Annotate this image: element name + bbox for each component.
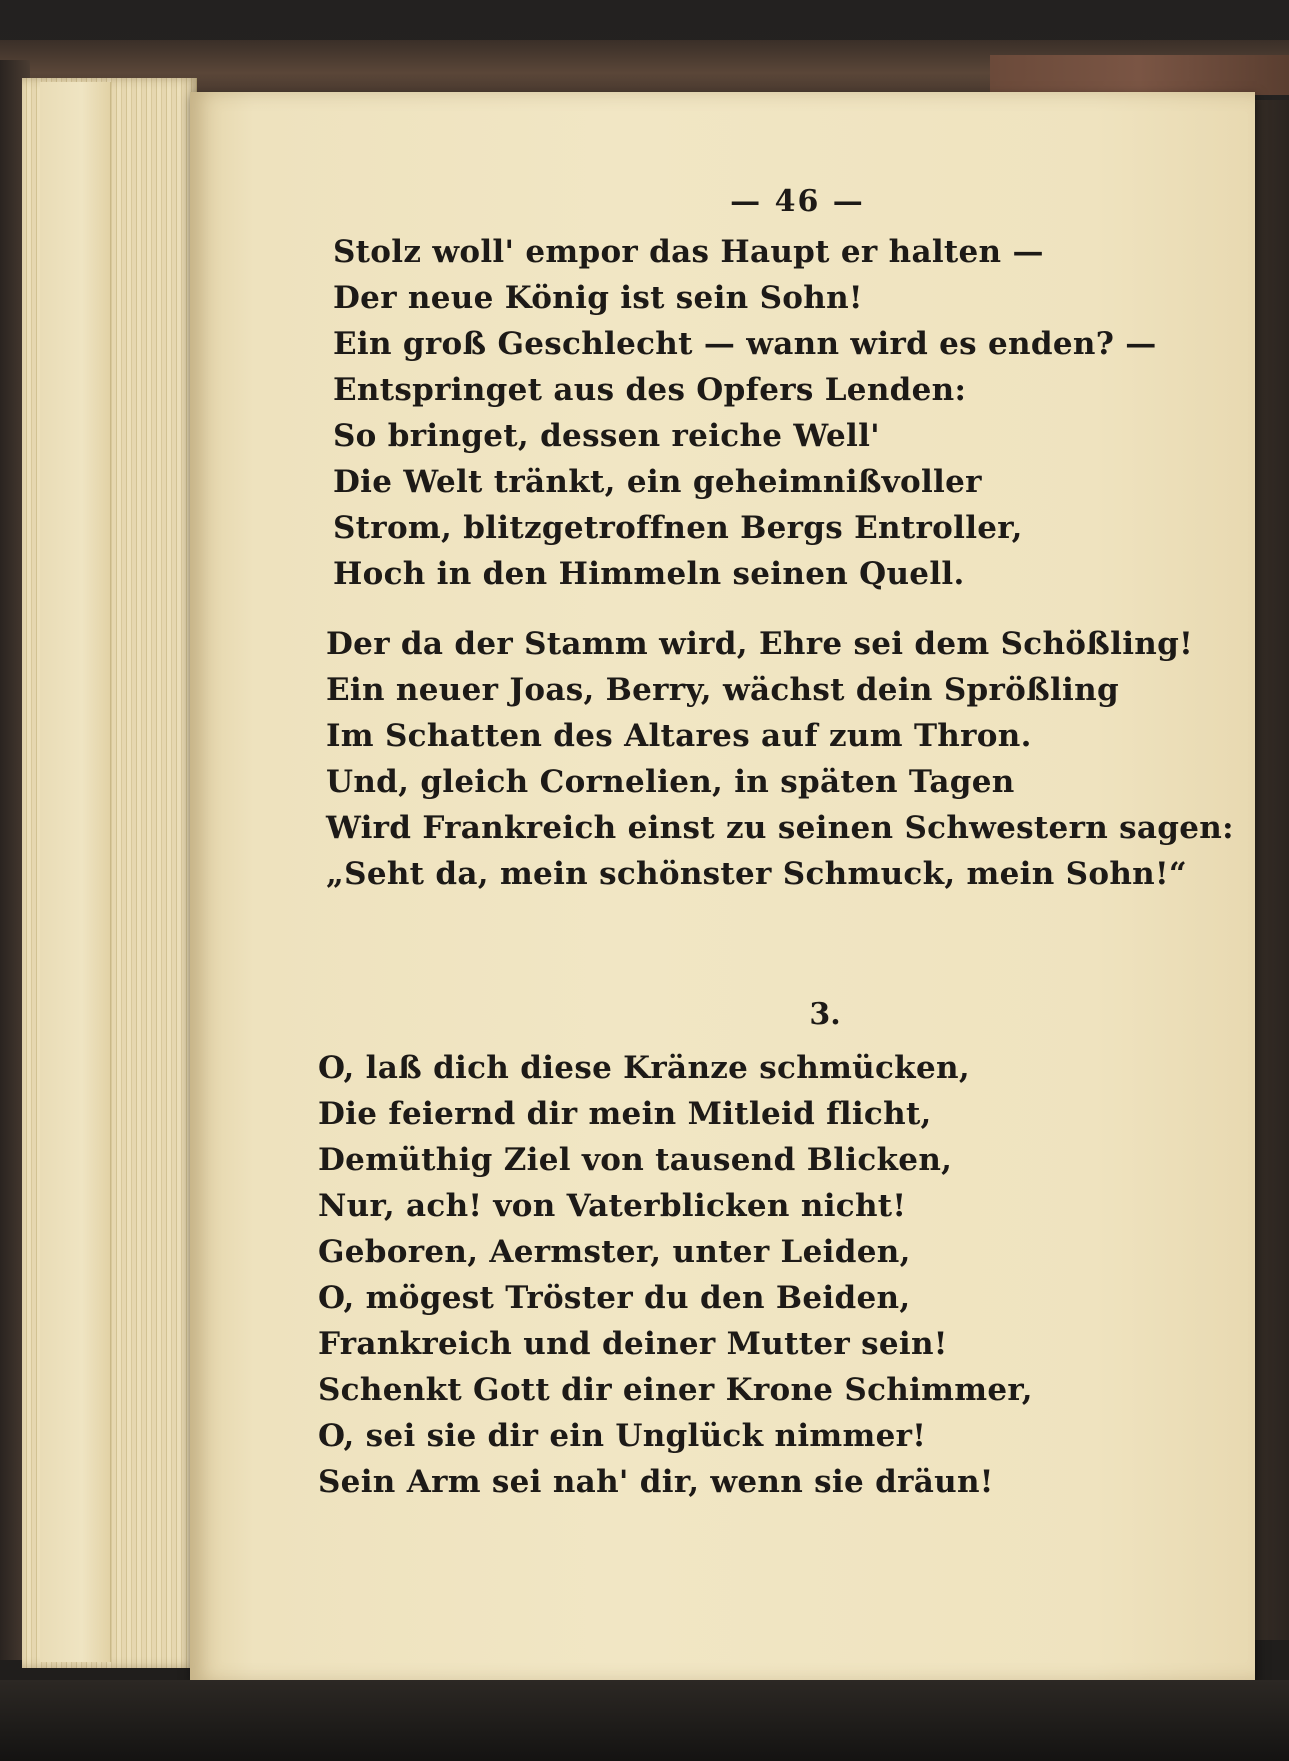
stanza-2-line-2: Ein neuer Joas, Berry, wächst dein Sprößling <box>326 672 1119 708</box>
page-number: — 46 — <box>730 184 865 219</box>
stanza-1-line-7: Strom, blitzgetroffnen Bergs Entroller, <box>333 510 1023 546</box>
stanza-1-line-5: So bringet, dessen reiche Well' <box>333 418 880 454</box>
stanza-1-line-2: Der neue König ist sein Sohn! <box>333 280 863 316</box>
page-stack-front <box>40 82 111 1662</box>
stanza-3-line-5: Geboren, Aermster, unter Leiden, <box>318 1234 911 1270</box>
stanza-2-line-1: Der da der Stamm wird, Ehre sei dem Schößling! <box>326 626 1194 662</box>
stanza-2-line-5: Wird Frankreich einst zu seinen Schwestern sagen: <box>326 810 1234 846</box>
bottom-shadow <box>0 1680 1289 1761</box>
stanza-3-line-8: Schenkt Gott dir einer Krone Schimmer, <box>318 1372 1033 1408</box>
stanza-2-line-4: Und, gleich Cornelien, in späten Tagen <box>326 764 1015 800</box>
stanza-2-line-6: „Seht da, mein schönster Schmuck, mein Sohn!“ <box>326 856 1188 892</box>
stanza-3-line-2: Die feiernd dir mein Mitleid flicht, <box>318 1096 932 1132</box>
stanza-3-line-10: Sein Arm sei nah' dir, wenn sie dräun! <box>318 1464 994 1500</box>
stanza-3-line-6: O, mögest Tröster du den Beiden, <box>318 1280 911 1316</box>
stanza-1-line-4: Entspringet aus des Opfers Lenden: <box>333 372 967 408</box>
stanza-1-line-8: Hoch in den Himmeln seinen Quell. <box>333 556 965 592</box>
stanza-3-line-1: O, laß dich diese Kränze schmücken, <box>318 1050 970 1086</box>
stanza-2-line-3: Im Schatten des Altares auf zum Thron. <box>326 718 1032 754</box>
book-cover-corner <box>990 55 1289 95</box>
stanza-1-line-3: Ein groß Geschlecht — wann wird es enden? — <box>333 326 1157 362</box>
stanza-3-line-3: Demüthig Ziel von tausend Blicken, <box>318 1142 953 1178</box>
stanza-3-line-4: Nur, ach! von Vaterblicken nicht! <box>318 1188 907 1224</box>
stanza-3-line-9: O, sei sie dir ein Unglück nimmer! <box>318 1418 927 1454</box>
stanza-3-line-7: Frankreich und deiner Mutter sein! <box>318 1326 948 1362</box>
stanza-1-line-1: Stolz woll' empor das Haupt er halten — <box>333 234 1044 270</box>
stanza-1-line-6: Die Welt tränkt, ein geheimnißvoller <box>333 464 982 500</box>
section-number: 3. <box>809 997 841 1032</box>
page-text <box>190 92 1255 1682</box>
book-page <box>190 92 1255 1682</box>
